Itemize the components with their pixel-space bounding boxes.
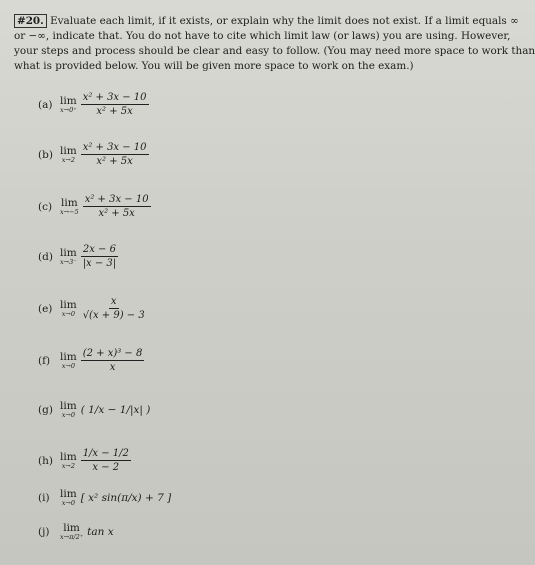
numerator: x² + 3x − 10 — [84, 194, 149, 205]
problem-label: (c) — [38, 200, 53, 213]
fraction — [81, 142, 149, 167]
limit-operator: lim x→0 — [60, 299, 77, 318]
statement-line-2: or −∞, indicate that. You do not have to cite which limit law (or laws) you are using. However, — [14, 30, 511, 42]
fraction — [81, 296, 147, 321]
limit-operator: lim x→0 — [60, 400, 77, 419]
problem-label: (a) — [38, 98, 53, 111]
expression: tan x — [87, 525, 114, 538]
problem-i — [38, 488, 171, 507]
limit-operator: lim x→π/2⁺ — [60, 522, 84, 541]
problem-a — [38, 92, 149, 117]
expression: ( 1/x − 1/|x| ) — [80, 403, 151, 416]
problem-label: (e) — [38, 302, 53, 315]
denominator: √(x + 9) − 3 — [82, 310, 145, 321]
denominator: |x − 3| — [82, 258, 117, 269]
denominator: x² + 5x — [98, 208, 135, 219]
limit-operator: lim x→2 — [60, 145, 77, 164]
problem-label: (g) — [38, 403, 53, 416]
denominator: x — [109, 362, 116, 373]
expression: [ x² sin(π/x) + 7 ] — [80, 491, 172, 504]
problem-c — [38, 194, 151, 219]
numerator: x — [110, 296, 117, 307]
limit-operator: lim x→0 — [60, 351, 77, 370]
numerator: 2x − 6 — [82, 244, 116, 255]
fraction — [83, 194, 151, 219]
statement-line-4: what is provided below. You will be given more space to work on the exam.) — [14, 60, 414, 72]
denominator: x² + 5x — [96, 106, 133, 117]
statement-line-3: your steps and process should be clear and easy to follow. (You may need more space to work than — [14, 45, 535, 57]
numerator: x² + 3x − 10 — [82, 92, 147, 103]
limit-operator: lim x→0 — [60, 488, 77, 507]
numerator: x² + 3x − 10 — [82, 142, 147, 153]
problem-label: (i) — [38, 491, 50, 504]
numerator: 1/x − 1/2 — [82, 448, 129, 459]
limit-operator: lim x→−5 — [60, 197, 79, 216]
problem-e — [38, 296, 147, 321]
problem-label: (j) — [38, 525, 50, 538]
problem-label: (f) — [38, 354, 51, 367]
problem-label: (d) — [38, 250, 53, 263]
problem-j — [38, 522, 114, 541]
problem-statement — [14, 14, 535, 74]
numerator: (2 + x)³ − 8 — [82, 348, 143, 359]
problem-label: (b) — [38, 148, 53, 161]
problem-g — [38, 400, 150, 419]
denominator: x² + 5x — [96, 156, 133, 167]
limit-operator: lim x→2 — [60, 451, 77, 470]
problem-number: #20. — [14, 14, 47, 28]
limit-operator: lim x→0⁺ — [60, 95, 77, 114]
fraction — [81, 92, 149, 117]
denominator: x − 2 — [92, 462, 120, 473]
fraction — [81, 244, 118, 269]
problem-b — [38, 142, 149, 167]
statement-line-1: Evaluate each limit, if it exists, or explain why the limit does not exist. If a limit equals ∞ — [46, 15, 519, 27]
fraction — [81, 448, 131, 473]
problem-f — [38, 348, 144, 373]
problem-h — [38, 448, 131, 473]
fraction — [81, 348, 145, 373]
limit-operator: lim x→3⁻ — [60, 247, 77, 266]
problem-label: (h) — [38, 454, 53, 467]
problem-d — [38, 244, 118, 269]
